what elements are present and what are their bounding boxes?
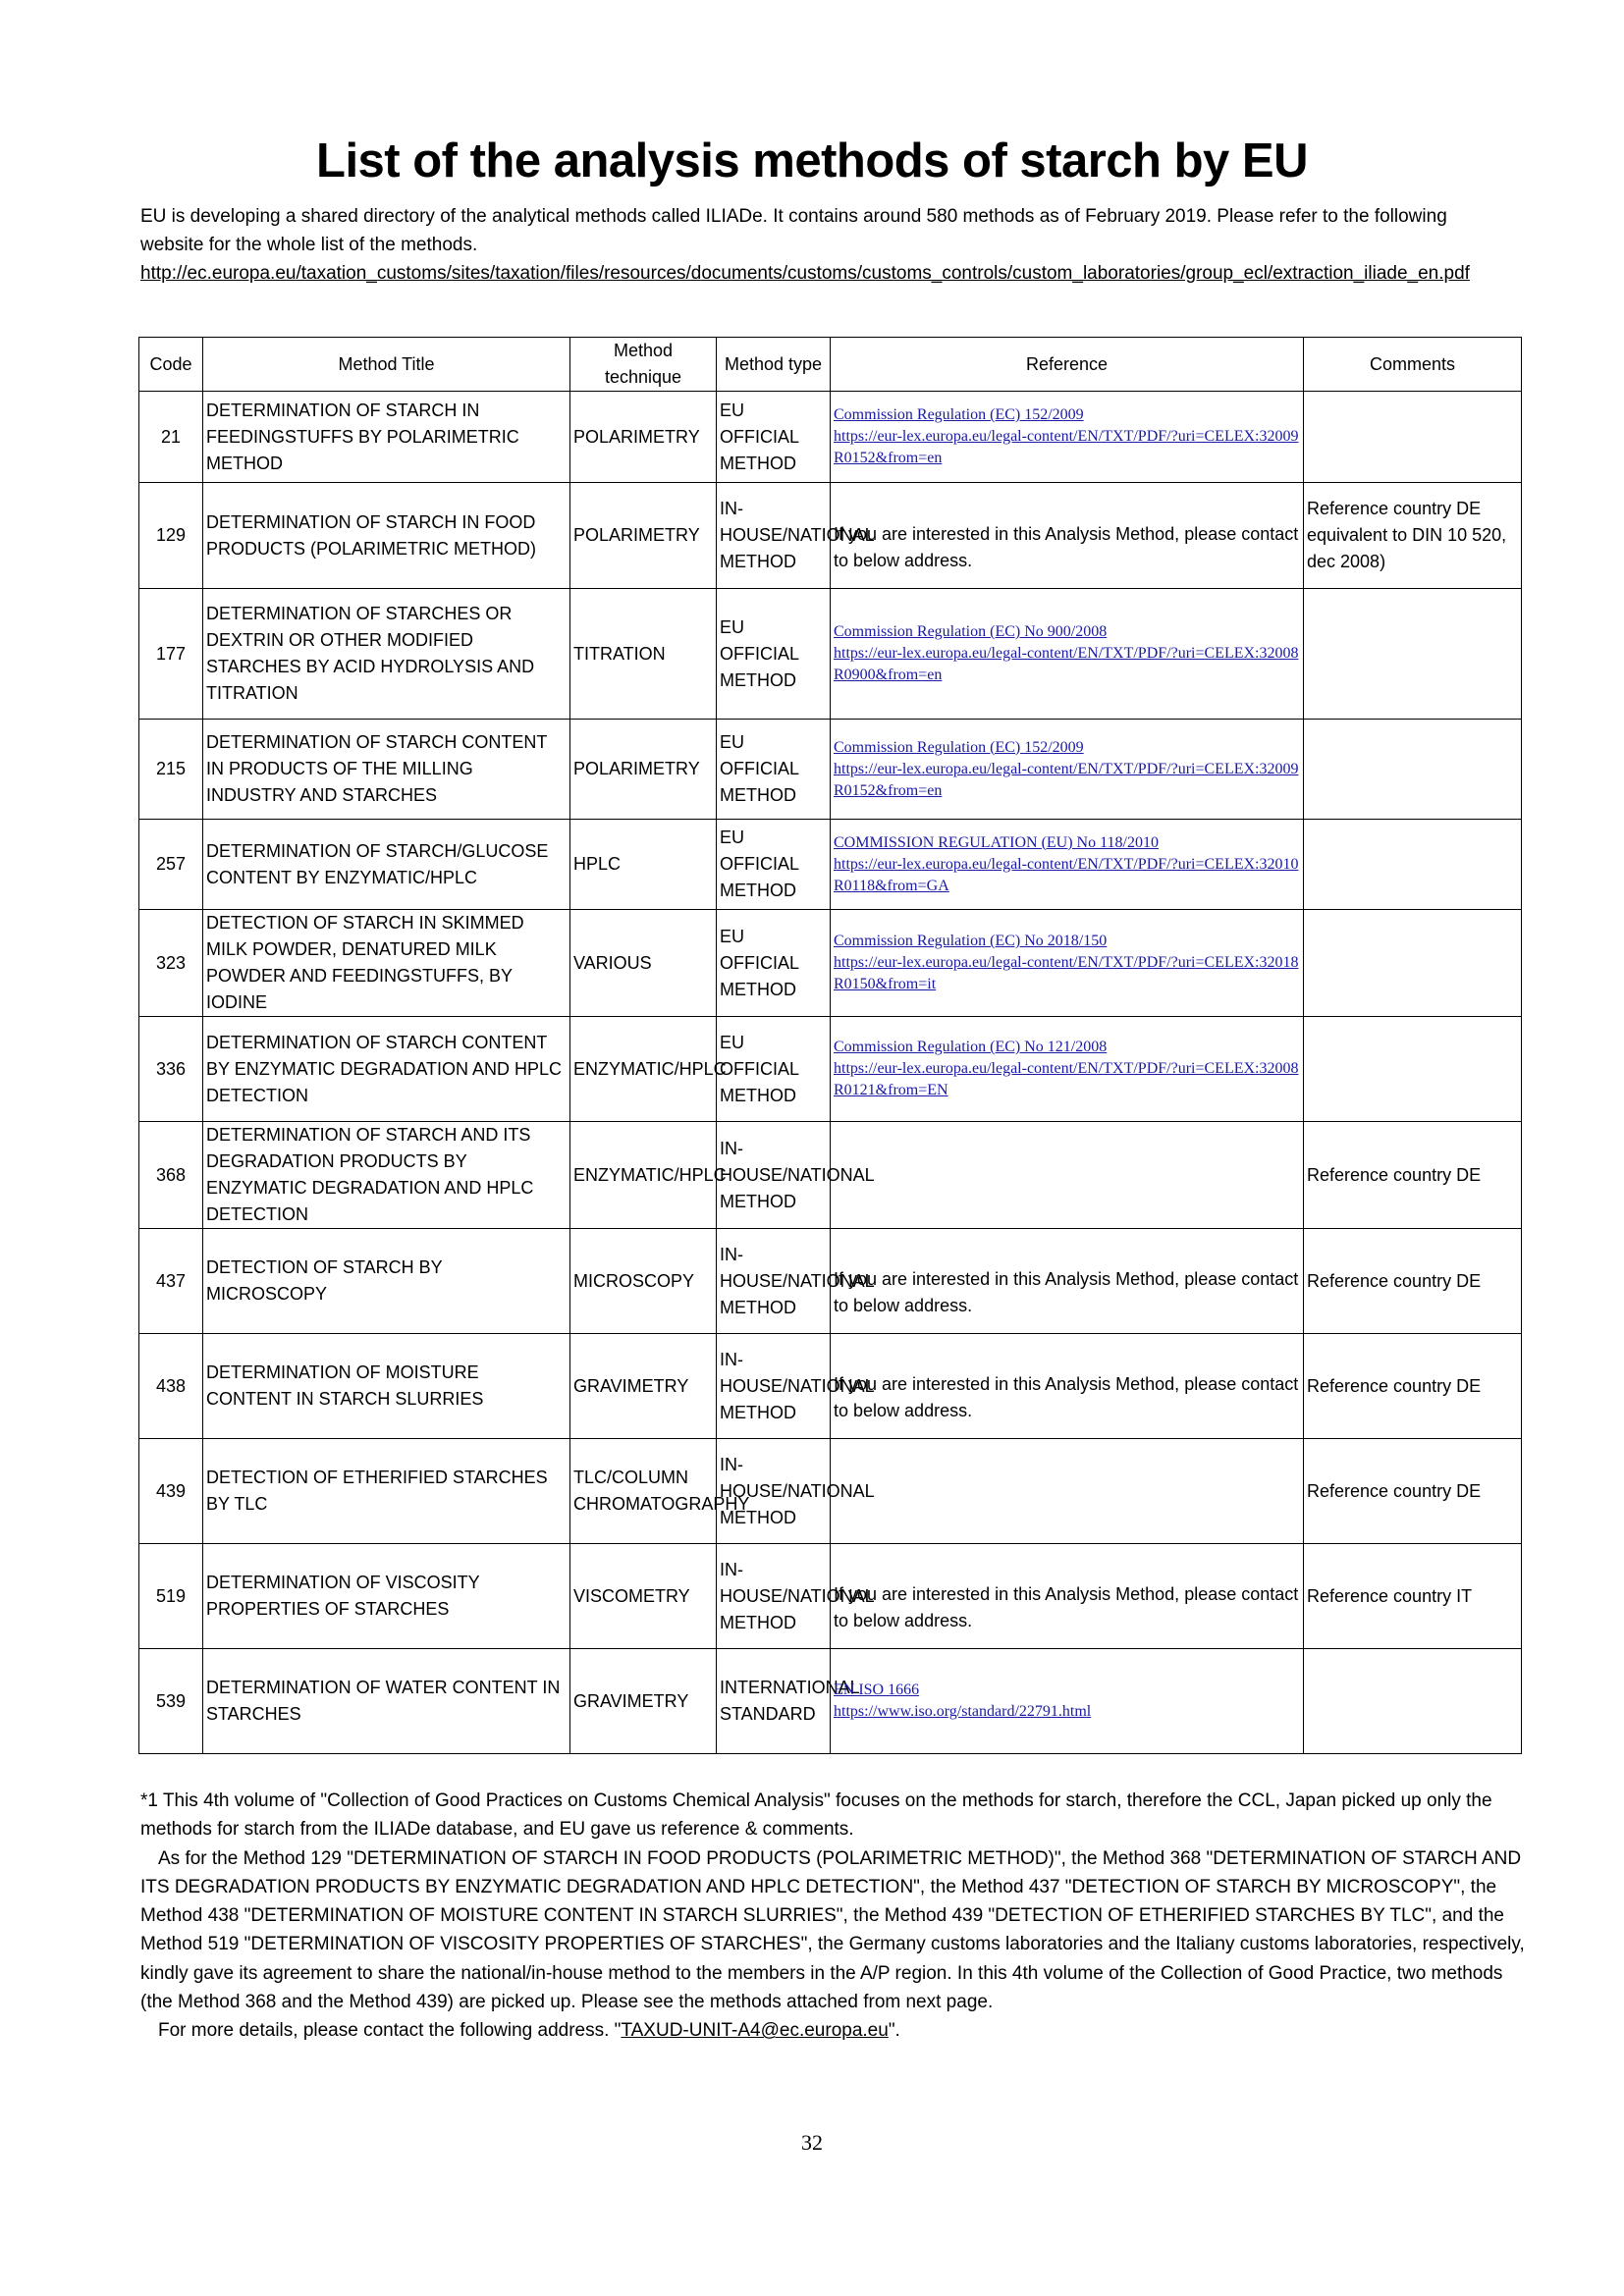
cell-reference xyxy=(831,1544,1304,1649)
cell-method-technique: HPLC xyxy=(570,820,717,910)
cell-method-type: EU OFFICIAL METHOD xyxy=(717,392,831,483)
cell-reference xyxy=(831,820,1304,910)
cell-reference xyxy=(831,1017,1304,1122)
header-comments: Comments xyxy=(1304,338,1522,392)
reference-url-link[interactable]: https://eur-lex.europa.eu/legal-content/EN/TXT/PDF/?uri=CELEX:32010R0118&from=GA xyxy=(834,855,1299,894)
cell-code: 129 xyxy=(139,483,203,589)
cell-method-title: DETERMINATION OF STARCHES OR DEXTRIN OR OTHER MODIFIED STARCHES BY ACID HYDROLYSIS AND TITRATION xyxy=(203,589,570,720)
cell-code: 438 xyxy=(139,1334,203,1439)
cell-reference xyxy=(831,1334,1304,1439)
reference-title-link[interactable]: Commission Regulation (EC) 152/2009 xyxy=(834,406,1084,423)
cell-code: 439 xyxy=(139,1439,203,1544)
cell-method-type: EU OFFICIAL METHOD xyxy=(717,820,831,910)
contact-line xyxy=(140,2016,1525,2045)
reference-url-link[interactable]: https://eur-lex.europa.eu/legal-content/EN/TXT/PDF/?uri=CELEX:32018R0150&from=it xyxy=(834,954,1299,992)
table-row xyxy=(139,820,1522,910)
cell-reference xyxy=(831,1439,1304,1544)
cell-comments xyxy=(1304,1017,1522,1122)
reference-title-link[interactable]: Commission Regulation (EC) No 2018/150 xyxy=(834,933,1108,949)
cell-method-title: DETERMINATION OF STARCH IN FEEDINGSTUFFS BY POLARIMETRIC METHOD xyxy=(203,392,570,483)
table-row xyxy=(139,1229,1522,1334)
cell-method-technique: TITRATION xyxy=(570,589,717,720)
cell-code: 215 xyxy=(139,720,203,820)
reference-note: If you are interested in this Analysis Method, please contact to below address. xyxy=(834,523,1299,570)
header-method-title: Method Title xyxy=(203,338,570,392)
cell-comments xyxy=(1304,820,1522,910)
footnotes xyxy=(140,1787,1525,2046)
cell-method-technique: POLARIMETRY xyxy=(570,720,717,820)
iliade-list-link[interactable]: http://ec.europa.eu/taxation_customs/sites/taxation/files/resources/documents/customs/customs_controls/custom_laboratories/group_ecl/extraction_iliade_en.pdf xyxy=(140,263,1470,284)
reference-title-link[interactable]: EN ISO 1666 xyxy=(834,1682,920,1698)
cell-comments xyxy=(1304,589,1522,720)
cell-method-type: IN-HOUSE/NATIONAL METHOD xyxy=(717,1544,831,1649)
cell-comments xyxy=(1304,720,1522,820)
footnote-1: *1 This 4th volume of "Collection of Good Practices on Customs Chemical Analysis" focuses on the methods for starch, therefore the CCL, Japan picked up only the methods for starch from the ILIADe database, and EU gave us reference & comments. xyxy=(140,1790,1492,1841)
table-row xyxy=(139,1017,1522,1122)
reference-url-link[interactable]: https://eur-lex.europa.eu/legal-content/EN/TXT/PDF/?uri=CELEX:32008R0121&from=EN xyxy=(834,1060,1299,1098)
cell-code: 257 xyxy=(139,820,203,910)
table-row xyxy=(139,1544,1522,1649)
cell-method-type: IN-HOUSE/NATIONAL METHOD xyxy=(717,1439,831,1544)
cell-method-type: EU OFFICIAL METHOD xyxy=(717,720,831,820)
cell-reference xyxy=(831,1649,1304,1754)
cell-method-title: DETERMINATION OF STARCH/GLUCOSE CONTENT BY ENZYMATIC/HPLC xyxy=(203,820,570,910)
cell-method-type: EU OFFICIAL METHOD xyxy=(717,589,831,720)
table-row xyxy=(139,589,1522,720)
cell-method-technique: GRAVIMETRY xyxy=(570,1649,717,1754)
methods-table xyxy=(138,337,1522,1754)
table-row xyxy=(139,483,1522,589)
reference-url-link[interactable]: https://eur-lex.europa.eu/legal-content/EN/TXT/PDF/?uri=CELEX:32008R0900&from=en xyxy=(834,645,1299,683)
header-code: Code xyxy=(139,338,203,392)
cell-method-type: IN-HOUSE/NATIONAL METHOD xyxy=(717,483,831,589)
cell-code: 519 xyxy=(139,1544,203,1649)
cell-method-technique: VISCOMETRY xyxy=(570,1544,717,1649)
page-title: List of the analysis methods of starch by EU xyxy=(316,134,1308,187)
contact-suffix: ". xyxy=(888,2020,900,2042)
cell-method-technique: GRAVIMETRY xyxy=(570,1334,717,1439)
cell-method-type: IN-HOUSE/NATIONAL METHOD xyxy=(717,1122,831,1229)
footnote-2: As for the Method 129 "DETERMINATION OF STARCH IN FOOD PRODUCTS (POLARIMETRIC METHOD)", the Method 368 "DETERMINATION OF STARCH AND ITS DEGRADATION PRODUCTS BY ENZYMATIC DEGRADATION AND HPLC DETECTION", the Method 437 "DETECTION OF STARCH BY MICROSCOPY", the Method 438 "DETERMINATION OF MOISTURE CONTENT IN STARCH SLURRIES", the Method 439 "DETECTION OF ETHERIFIED STARCHES BY TLC", and the Method 519 "DETERMINATION OF VISCOSITY PROPERTIES OF STARCHES", the Germany customs laboratories and the Italiany customs laboratories, respectively, kindly gave its agreement to share the national/in-house method to the members in the A/P region. In this 4th volume of the Collection of Good Practice, two methods (the Method 368 and the Method 439) are picked up. Please see the methods attached from next page. xyxy=(140,1847,1525,2013)
cell-method-title: DETERMINATION OF VISCOSITY PROPERTIES OF STARCHES xyxy=(203,1544,570,1649)
cell-method-title: DETERMINATION OF MOISTURE CONTENT IN STARCH SLURRIES xyxy=(203,1334,570,1439)
reference-note: If you are interested in this Analysis Method, please contact to below address. xyxy=(834,1584,1299,1630)
cell-method-technique: POLARIMETRY xyxy=(570,392,717,483)
reference-title-link[interactable]: Commission Regulation (EC) 152/2009 xyxy=(834,738,1084,756)
cell-method-technique: ENZYMATIC/HPLC xyxy=(570,1122,717,1229)
cell-method-title: DETECTION OF STARCH IN SKIMMED MILK POWDER, DENATURED MILK POWDER AND FEEDINGSTUFFS, BY IODINE xyxy=(203,910,570,1017)
cell-reference xyxy=(831,910,1304,1017)
reference-url-link[interactable]: https://www.iso.org/standard/22791.html xyxy=(834,1703,1092,1720)
cell-method-type: EU OFFICIAL METHOD xyxy=(717,910,831,1017)
cell-comments xyxy=(1304,910,1522,1017)
cell-method-type: EU OFFICIAL METHOD xyxy=(717,1017,831,1122)
intro-text: EU is developing a shared directory of the analytical methods called ILIADe. It contains around 580 methods as of February 2019. Please refer to the following website for the whole list of the methods. xyxy=(140,206,1447,255)
cell-comments: Reference country DE xyxy=(1304,1122,1522,1229)
contact-prefix: For more details, please contact the following address. " xyxy=(158,2020,622,2042)
table-row xyxy=(139,1649,1522,1754)
cell-method-type: IN-HOUSE/NATIONAL METHOD xyxy=(717,1229,831,1334)
cell-code: 437 xyxy=(139,1229,203,1334)
cell-method-type: INTERNATIONAL STANDARD xyxy=(717,1649,831,1754)
cell-code: 323 xyxy=(139,910,203,1017)
cell-reference xyxy=(831,483,1304,589)
header-method-type: Method type xyxy=(717,338,831,392)
cell-method-title: DETERMINATION OF WATER CONTENT IN STARCHES xyxy=(203,1649,570,1754)
cell-method-technique: MICROSCOPY xyxy=(570,1229,717,1334)
cell-comments: Reference country DE xyxy=(1304,1229,1522,1334)
cell-comments: Reference country DE xyxy=(1304,1439,1522,1544)
cell-reference xyxy=(831,720,1304,820)
reference-url-link[interactable]: https://eur-lex.europa.eu/legal-content/EN/TXT/PDF/?uri=CELEX:32009R0152&from=en xyxy=(834,428,1299,466)
cell-code: 539 xyxy=(139,1649,203,1754)
table-row xyxy=(139,1439,1522,1544)
reference-note: If you are interested in this Analysis Method, please contact to below address. xyxy=(834,1374,1299,1420)
table-body xyxy=(139,392,1522,1754)
table-row xyxy=(139,1334,1522,1439)
cell-reference xyxy=(831,1122,1304,1229)
cell-method-technique: POLARIMETRY xyxy=(570,483,717,589)
cell-method-technique: VARIOUS xyxy=(570,910,717,1017)
cell-method-type: IN-HOUSE/NATIONAL METHOD xyxy=(717,1334,831,1439)
cell-code: 368 xyxy=(139,1122,203,1229)
table-row xyxy=(139,392,1522,483)
table-header-row xyxy=(139,338,1522,392)
cell-method-title: DETECTION OF ETHERIFIED STARCHES BY TLC xyxy=(203,1439,570,1544)
reference-title-link[interactable]: Commission Regulation (EC) No 121/2008 xyxy=(834,1039,1108,1055)
reference-url-link[interactable]: https://eur-lex.europa.eu/legal-content/EN/TXT/PDF/?uri=CELEX:32009R0152&from=en xyxy=(834,760,1299,799)
cell-method-technique: TLC/COLUMN CHROMATOGRAPHY xyxy=(570,1439,717,1544)
header-reference: Reference xyxy=(831,338,1304,392)
cell-comments: Reference country DE xyxy=(1304,1334,1522,1439)
cell-comments xyxy=(1304,392,1522,483)
cell-reference xyxy=(831,1229,1304,1334)
cell-code: 177 xyxy=(139,589,203,720)
intro-paragraph xyxy=(140,202,1515,288)
cell-method-title: DETERMINATION OF STARCH IN FOOD PRODUCTS (POLARIMETRIC METHOD) xyxy=(203,483,570,589)
cell-method-title: DETECTION OF STARCH BY MICROSCOPY xyxy=(203,1229,570,1334)
cell-reference xyxy=(831,392,1304,483)
table-row xyxy=(139,1122,1522,1229)
page-number: 32 xyxy=(801,2130,823,2155)
reference-note: If you are interested in this Analysis Method, please contact to below address. xyxy=(834,1269,1299,1315)
cell-comments xyxy=(1304,1649,1522,1754)
header-method-technique: Method technique xyxy=(570,338,717,392)
reference-title-link[interactable]: Commission Regulation (EC) No 900/2008 xyxy=(834,623,1108,640)
cell-reference xyxy=(831,589,1304,720)
cell-method-title: DETERMINATION OF STARCH CONTENT IN PRODUCTS OF THE MILLING INDUSTRY AND STARCHES xyxy=(203,720,570,820)
reference-title-link[interactable]: COMMISSION REGULATION (EU) No 118/2010 xyxy=(834,833,1159,851)
cell-method-title: DETERMINATION OF STARCH AND ITS DEGRADATION PRODUCTS BY ENZYMATIC DEGRADATION AND HPLC DETECTION xyxy=(203,1122,570,1229)
contact-email-link[interactable]: TAXUD-UNIT-A4@ec.europa.eu xyxy=(621,2020,889,2042)
cell-comments: Reference country DE equivalent to DIN 10 520, dec 2008) xyxy=(1304,483,1522,589)
table-row xyxy=(139,910,1522,1017)
cell-comments: Reference country IT xyxy=(1304,1544,1522,1649)
cell-code: 336 xyxy=(139,1017,203,1122)
table-row xyxy=(139,720,1522,820)
cell-code: 21 xyxy=(139,392,203,483)
cell-method-title: DETERMINATION OF STARCH CONTENT BY ENZYMATIC DEGRADATION AND HPLC DETECTION xyxy=(203,1017,570,1122)
cell-method-technique: ENZYMATIC/HPLC xyxy=(570,1017,717,1122)
